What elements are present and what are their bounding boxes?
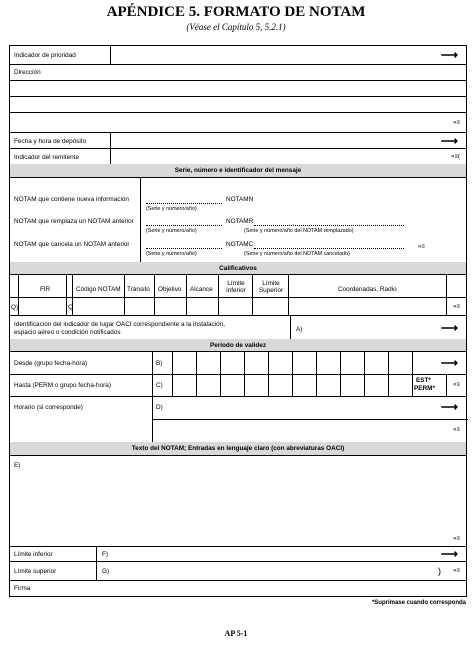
divider xyxy=(124,275,125,315)
divider xyxy=(10,80,466,81)
divider xyxy=(218,275,219,315)
arrow-icon: ⟶ xyxy=(440,356,458,370)
lower-limit-label: Límite inferior xyxy=(14,551,53,558)
paren-close: ) xyxy=(438,566,441,576)
divider xyxy=(10,297,466,298)
footnote: *Suprímase cuando corresponda xyxy=(371,600,466,606)
replaced-hint: (Serie y número/año del NOTAM remplazado) xyxy=(244,228,354,234)
arrow-icon: ⟶ xyxy=(440,400,458,414)
col-alcance: Alcance xyxy=(190,286,213,293)
address-label: Dirección xyxy=(14,69,41,76)
new-notam-label: NOTAM que contiene nueva información xyxy=(14,196,129,203)
q-inner-label: Q xyxy=(68,304,73,311)
f-field-label: F) xyxy=(102,551,109,558)
notamc-label: NOTAMC xyxy=(226,241,254,248)
col-codigo: Código NOTAM xyxy=(76,286,121,293)
a-field-label: A) xyxy=(296,326,303,333)
notamn-label: NOTAMN xyxy=(226,196,254,203)
arrow-icon: ⟶ xyxy=(440,547,458,561)
location-label-2: espacio aéreo o condición notificados xyxy=(14,329,121,336)
arrow-icon: ⟶ xyxy=(440,321,458,335)
divider xyxy=(66,275,67,315)
eol-symbol: «≡ xyxy=(453,536,460,542)
e-field-label: E) xyxy=(14,462,21,469)
filing-label: Fecha y hora de depósito xyxy=(14,138,87,145)
col-lower: Límite inferior xyxy=(226,280,246,294)
notam-form xyxy=(9,45,467,597)
dotted-line xyxy=(146,248,222,249)
notamr-label: NOTAMR xyxy=(226,218,254,225)
page-footer: AP 5-1 xyxy=(224,629,248,638)
divider xyxy=(252,275,253,315)
col-coords: Coordenadas, Radio xyxy=(338,286,397,293)
col-fir: FIR xyxy=(40,286,51,293)
divider xyxy=(10,96,466,97)
divider xyxy=(110,46,111,64)
arrow-icon: ⟶ xyxy=(440,134,458,148)
col-upper: Límite Superior xyxy=(258,280,284,294)
divider xyxy=(290,315,291,339)
eol-symbol: «≡ xyxy=(453,382,460,388)
divider xyxy=(446,275,447,315)
est-label: EST* xyxy=(416,377,431,384)
dotted-line xyxy=(254,248,404,249)
divider xyxy=(10,580,466,581)
c-field-label: C) xyxy=(156,382,163,389)
col-transito: Tránsito xyxy=(127,286,150,293)
qualifiers-header: Calificativos xyxy=(10,262,466,275)
signature-label: Firma xyxy=(14,585,31,592)
text-header: Texto del NOTAM; Entradas en lenguaje claro (con abreviaturas OACI) xyxy=(10,442,466,456)
b-field-label: B) xyxy=(156,360,163,367)
divider xyxy=(288,275,289,315)
eol-symbol: «≡ xyxy=(453,304,460,310)
divider xyxy=(10,374,466,375)
schedule-label: Horario (si corresponde) xyxy=(14,404,83,411)
divider xyxy=(152,419,468,420)
upper-limit-label: Límite superior xyxy=(14,568,57,575)
d-field-label: D) xyxy=(156,404,163,411)
divider xyxy=(10,561,466,562)
cancel-notam-label: NOTAM que cancela un NOTAM anterior xyxy=(14,241,130,248)
serie-hint: (Serie y número/año) xyxy=(146,251,197,257)
divider xyxy=(96,546,97,580)
replace-notam-label: NOTAM que remplaza un NOTAM anterior xyxy=(14,218,134,225)
divider xyxy=(10,132,466,133)
dotted-line xyxy=(146,225,222,226)
dotted-line xyxy=(146,203,222,204)
divider xyxy=(10,546,466,547)
divider xyxy=(10,315,466,316)
page-subtitle: (Véase el Capítulo 5, 5.2.1) xyxy=(186,22,286,32)
divider xyxy=(10,148,466,149)
divider xyxy=(140,178,141,262)
g-field-label: G) xyxy=(102,568,110,575)
priority-label: Indicador de prioridad xyxy=(14,52,76,59)
serie-hint: (Serie y número/año) xyxy=(146,228,197,234)
divider xyxy=(10,64,466,65)
divider xyxy=(152,352,153,442)
cancelled-hint: (Serie y número/año del NOTAM cancelado) xyxy=(244,251,350,257)
validity-header: Período de validez xyxy=(10,339,466,352)
eol-symbol: «≡ xyxy=(453,120,460,126)
divider xyxy=(10,396,466,397)
page-title: APÉNDICE 5. FORMATO DE NOTAM xyxy=(106,4,366,20)
col-objetivo: Objetivo xyxy=(158,286,182,293)
eol-symbol: «≡ xyxy=(453,568,460,574)
q-field-label: Q) xyxy=(11,304,19,311)
divider xyxy=(18,275,19,315)
perm-label: PERM* xyxy=(414,385,435,392)
divider xyxy=(10,112,466,113)
arrow-icon: ⟶ xyxy=(440,48,458,62)
divider xyxy=(154,275,155,315)
serie-hint: (Serie y número/año) xyxy=(146,206,197,212)
eol-symbol: «≡ xyxy=(453,427,460,433)
originator-label: Indicador del remitente xyxy=(14,154,80,161)
eol-symbol: «≡ xyxy=(418,244,425,250)
from-label: Desde (grupo fecha-hora) xyxy=(14,360,88,367)
divider xyxy=(186,275,187,315)
eol-symbol: «≡( xyxy=(451,154,460,160)
location-label-1: Identificación del indicador de lugar OACI correspondiente a la instalación, xyxy=(14,321,226,328)
to-label: Hasta (PERM o grupo fecha-hora) xyxy=(14,382,111,389)
divider xyxy=(446,374,447,396)
series-header: Serie, número e identificador del mensaje xyxy=(10,164,466,178)
dotted-line xyxy=(254,225,404,226)
